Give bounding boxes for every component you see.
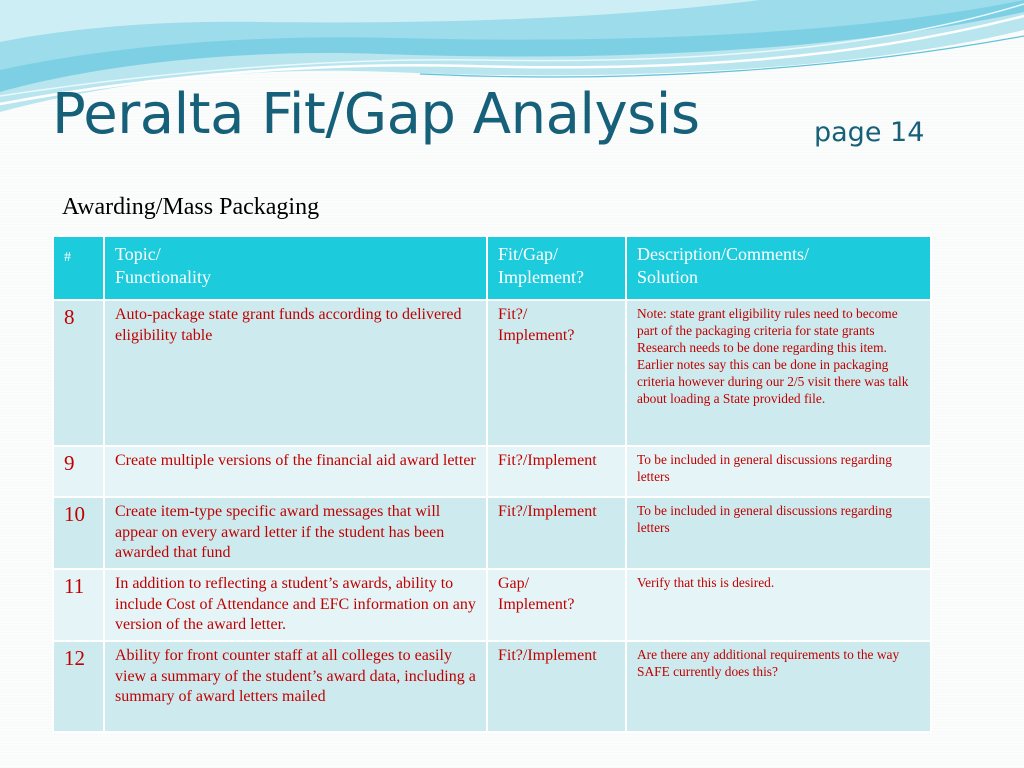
row-number: 12 xyxy=(53,641,104,732)
section-subtitle: Awarding/Mass Packaging xyxy=(62,194,320,220)
header-number: # xyxy=(53,236,104,300)
row-fit-gap: Fit?/Implement xyxy=(487,641,626,732)
row-number: 8 xyxy=(53,300,104,446)
header-description-text: Description/Comments/ Solution xyxy=(637,244,809,287)
row-fit-gap: Gap/ Implement? xyxy=(487,569,626,641)
row-number: 9 xyxy=(53,446,104,497)
table-row xyxy=(53,300,931,446)
table-row xyxy=(53,569,931,641)
row-fit-gap: Fit?/ Implement? xyxy=(487,300,626,446)
row-description: To be included in general discussions regarding letters xyxy=(626,497,931,569)
row-topic: Ability for front counter staff at all colleges to easily view a summary of the student’s award data, including a summary of award letters mailed xyxy=(104,641,487,732)
table-header-row xyxy=(53,236,931,300)
row-fit-gap: Fit?/Implement xyxy=(487,497,626,569)
header-topic-text: Topic/ Functionality xyxy=(115,244,211,287)
table-row xyxy=(53,446,931,497)
header-fit-gap xyxy=(487,236,626,300)
row-description: Are there any additional requirements to the way SAFE currently does this? xyxy=(626,641,931,732)
fit-gap-table xyxy=(52,235,932,733)
row-description: Verify that this is desired. xyxy=(626,569,931,641)
header-topic xyxy=(104,236,487,300)
row-topic: Auto-package state grant funds according to delivered eligibility table xyxy=(104,300,487,446)
row-topic: In addition to reflecting a student’s awards, ability to include Cost of Attendance and EFC information on any version of the award letter. xyxy=(104,569,487,641)
table-row xyxy=(53,497,931,569)
header-description xyxy=(626,236,931,300)
header-fit-gap-text: Fit/Gap/ Implement? xyxy=(498,244,584,287)
row-topic: Create multiple versions of the financial aid award letter xyxy=(104,446,487,497)
row-number: 10 xyxy=(53,497,104,569)
row-topic: Create item-type specific award messages that will appear on every award letter if the student has been awarded that fund xyxy=(104,497,487,569)
table-row xyxy=(53,641,931,732)
slide-title: Peralta Fit/Gap Analysis xyxy=(52,82,700,147)
row-description: To be included in general discussions regarding letters xyxy=(626,446,931,497)
page-number-label: page 14 xyxy=(814,117,925,148)
row-number: 11 xyxy=(53,569,104,641)
row-fit-gap: Fit?/Implement xyxy=(487,446,626,497)
row-description: Note: state grant eligibility rules need to become part of the packaging criteria for state grants Research needs to be done regarding this item. Earlier notes say this can be done in packaging criteria however during our 2/5 visit there was talk about loading a State provided file. xyxy=(626,300,931,446)
